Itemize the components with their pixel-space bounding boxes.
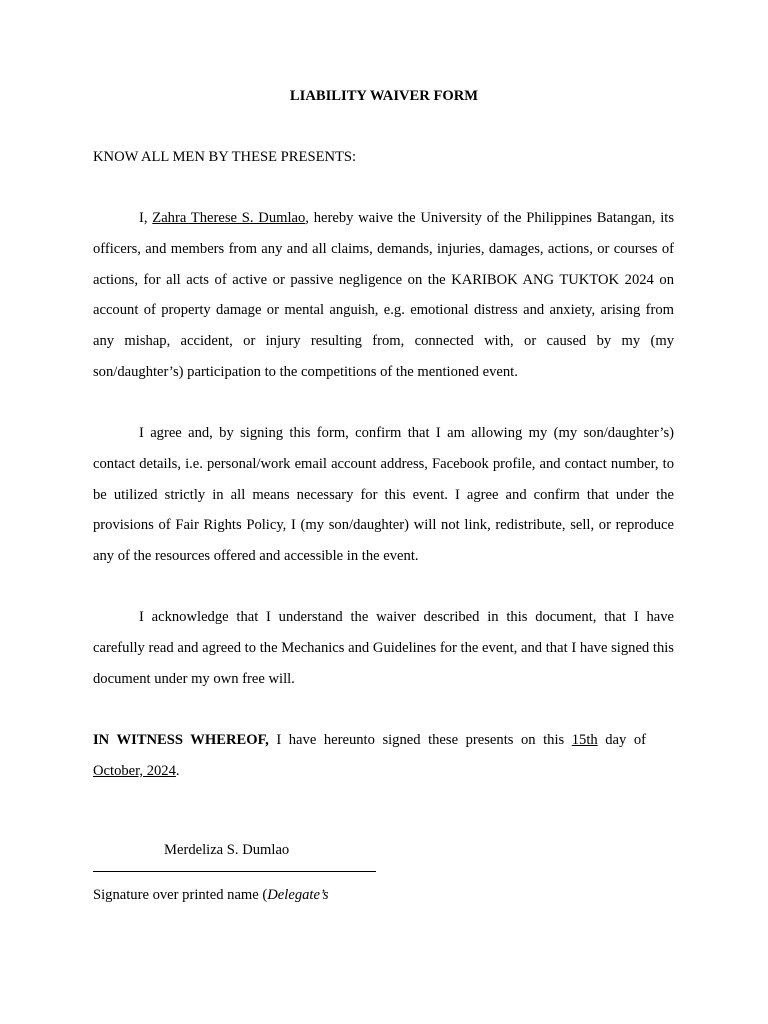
document-title: LIABILITY WAIVER FORM [289, 88, 479, 104]
signing-month-year: October, 2024 [93, 763, 176, 779]
waiver-paragraph [93, 203, 674, 388]
signature-caption-role: Delegate’s [267, 887, 329, 903]
signature-caption [93, 885, 329, 905]
signature-caption-text: Signature over printed name ( [93, 887, 268, 903]
waiver-prefix: I, [139, 210, 153, 226]
witness-clause [93, 725, 646, 787]
delegate-name: Zahra Therese S. Dumlao [152, 210, 306, 226]
witness-lead: IN WITNESS WHEREOF, [93, 732, 269, 748]
day-suffix: day of [597, 732, 646, 748]
consent-paragraph: I agree and, by signing this form, confirm that I am allowing my (my son/daughter’s) contact details, i.e. personal/work email account address, Facebook profile, and contact number, to be utilized strictly in all means necessary for this event. I agree and confirm that under the provisions of Fair Rights Policy, I (my son/daughter) will not link, redistribute, sell, or reproduce any of the resources offered and accessible in the event. [93, 425, 674, 565]
signing-day: 15th [571, 732, 598, 748]
acknowledgement-paragraph: I acknowledge that I understand the waiver described in this document, that I have carefully read and agreed to the Mechanics and Guidelines for the event, and that I have signed this document under my own free will. [93, 609, 674, 687]
signature-line [93, 871, 376, 872]
witness-end: . [175, 763, 180, 779]
witness-text: I have hereunto signed these presents on this [268, 732, 572, 748]
waiver-text: , hereby waive the University of the Philippines Batangan, its officers, and members from any and all claims, demands, injuries, damages, actions, or courses of actions, for all acts of active or passive negligence on the KARIBOK ANG TUKTOK 2024 on account of property damage or mental anguish, e.g. emotional distress and anxiety, arising from any mishap, accident, or injury resulting from, connected with, or caused by my (my son/daughter’s) participation to the competitions of the mentioned event. [93, 210, 675, 380]
opening-statement: KNOW ALL MEN BY THESE PRESENTS: [93, 149, 357, 165]
signer-name: Merdeliza S. Dumlao [164, 842, 290, 858]
